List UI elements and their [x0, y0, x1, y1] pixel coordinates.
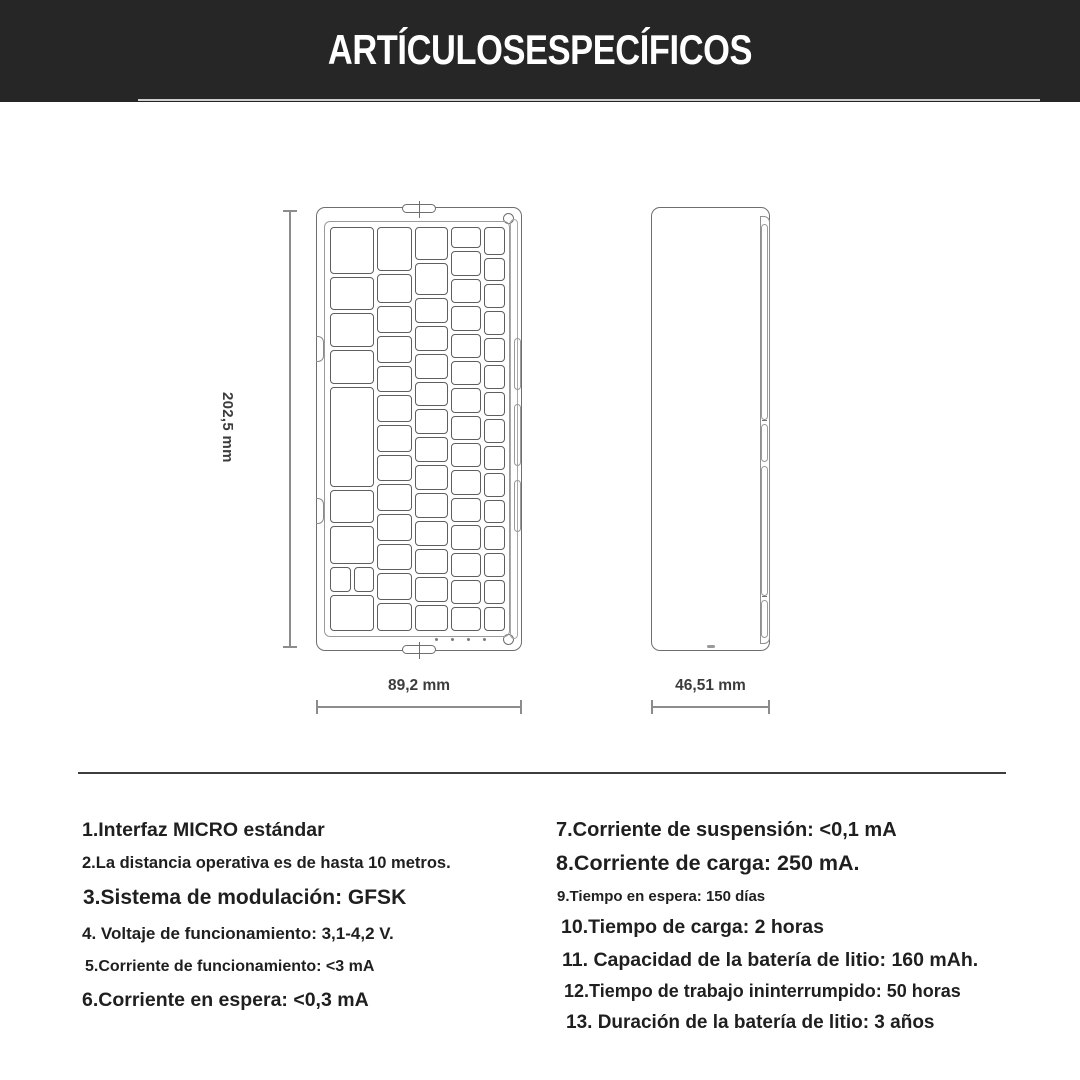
- spec-item: 8.Corriente de carga: 250 mA.: [556, 851, 860, 875]
- key: [377, 544, 412, 571]
- keyboard-side-view-body: [651, 207, 770, 651]
- keyboard-front-view-body: [316, 207, 522, 651]
- key-row-split: [330, 567, 374, 592]
- key: [415, 437, 448, 462]
- led-indicator-3: [467, 638, 470, 641]
- side-tab-middle: [514, 404, 521, 466]
- key: [415, 354, 448, 379]
- key-column-5: [484, 227, 505, 631]
- key: [415, 382, 448, 407]
- dimension-cap-right: [520, 700, 522, 714]
- key: [415, 263, 448, 294]
- key: [451, 525, 480, 549]
- header-underline: [138, 99, 1040, 101]
- key: [451, 361, 480, 385]
- key: [484, 365, 505, 389]
- key: [415, 409, 448, 434]
- spec-item: 12.Tiempo de trabajo ininterrumpido: 50 horas: [564, 981, 961, 1002]
- key: [451, 334, 480, 358]
- key: [484, 338, 505, 362]
- spec-item: 3.Sistema de modulación: GFSK: [83, 885, 407, 909]
- key: [484, 446, 505, 470]
- side-tab-lower: [514, 480, 521, 532]
- specifications-column-left: [82, 800, 552, 1011]
- key: [451, 227, 480, 248]
- key: [451, 498, 480, 522]
- key-column-2: [377, 227, 412, 631]
- key: [451, 580, 480, 604]
- key: [330, 350, 374, 384]
- dimension-cap-bottom: [283, 646, 297, 648]
- left-notch-lower: [316, 498, 324, 524]
- key: [484, 473, 505, 497]
- led-indicator-1: [435, 638, 438, 641]
- key-spacebar: [330, 387, 374, 487]
- key: [484, 284, 505, 308]
- key: [377, 514, 412, 541]
- key: [330, 526, 374, 564]
- height-dimension-line: [283, 210, 297, 648]
- key: [451, 443, 480, 467]
- key: [484, 500, 505, 524]
- key: [451, 553, 480, 577]
- led-indicator-4: [483, 638, 486, 641]
- key: [484, 258, 505, 282]
- key: [415, 227, 448, 260]
- key: [451, 306, 480, 330]
- key: [415, 493, 448, 518]
- hinge-top-icon: [402, 204, 436, 213]
- side-segment-middle: [761, 466, 768, 596]
- width-dimension-line-side: [651, 700, 770, 714]
- key: [377, 455, 412, 482]
- spec-item: 1.Interfaz MICRO estándar: [82, 819, 325, 841]
- left-notch-upper: [316, 336, 324, 362]
- led-indicator-2: [451, 638, 454, 641]
- key: [377, 366, 412, 393]
- height-dimension-label: 202,5 mm: [219, 392, 236, 463]
- key: [415, 298, 448, 323]
- specifications-column-right: [556, 800, 1056, 1033]
- side-view-foot-marker: [707, 645, 715, 648]
- key: [451, 388, 480, 412]
- specifications-section: [0, 800, 1080, 1060]
- spec-item: 6.Corriente en espera: <0,3 mA: [82, 989, 369, 1012]
- product-dimension-diagram: [0, 102, 1080, 762]
- keyboard-key-grid: [330, 227, 505, 631]
- key: [484, 419, 505, 443]
- key-column-1: [330, 227, 374, 631]
- key: [330, 490, 374, 524]
- key: [415, 326, 448, 351]
- key: [377, 336, 412, 363]
- key: [484, 580, 505, 604]
- page-title: ARTÍCULOSESPECÍFICOS: [327, 26, 753, 73]
- key: [484, 311, 505, 335]
- key: [330, 595, 374, 631]
- spec-item: 2.La distancia operativa es de hasta 10 metros.: [82, 854, 451, 873]
- key: [415, 465, 448, 490]
- spec-item: 13. Duración de la batería de litio: 3 años: [566, 1012, 935, 1034]
- key: [330, 277, 374, 311]
- key: [484, 526, 505, 550]
- key: [354, 567, 375, 592]
- key: [377, 573, 412, 600]
- key: [451, 607, 480, 631]
- hinge-bottom-icon: [402, 645, 436, 654]
- key: [484, 227, 505, 255]
- key: [377, 395, 412, 422]
- section-divider: [78, 772, 1006, 774]
- key: [415, 521, 448, 546]
- key: [484, 607, 505, 631]
- dimension-line-vertical: [289, 210, 291, 648]
- width-dimension-label-side: 46,51 mm: [675, 677, 746, 694]
- side-tab-upper: [514, 338, 521, 390]
- key: [377, 227, 412, 271]
- key: [377, 484, 412, 511]
- key: [377, 603, 412, 631]
- key-column-4: [451, 227, 480, 631]
- spec-item: 5.Corriente de funcionamiento: <3 mA: [85, 957, 375, 975]
- key: [415, 549, 448, 574]
- key: [330, 227, 374, 274]
- key: [484, 553, 505, 577]
- key: [451, 470, 480, 494]
- side-hinge-mark-upper: [762, 420, 767, 421]
- key: [451, 416, 480, 440]
- dimension-line-horizontal: [651, 706, 770, 708]
- spec-item: 9.Tiempo en espera: 150 días: [557, 887, 766, 905]
- key: [330, 313, 374, 347]
- key-column-3: [415, 227, 448, 631]
- side-segment-joint-upper: [761, 424, 768, 462]
- key: [451, 279, 480, 303]
- spec-item: 11. Capacidad de la batería de litio: 160 mAh.: [562, 948, 979, 971]
- side-hinge-mark-lower: [762, 596, 767, 597]
- width-dimension-line-front: [316, 700, 522, 714]
- key: [415, 605, 448, 631]
- dimension-cap-right: [768, 700, 770, 714]
- spec-item: 7.Corriente de suspensión: <0,1 mA: [556, 819, 897, 841]
- width-dimension-label-front: 89,2 mm: [387, 677, 451, 694]
- spec-item: 10.Tiempo de carga: 2 horas: [561, 916, 824, 939]
- side-segment-joint-lower: [761, 600, 768, 638]
- dimension-line-horizontal: [316, 706, 522, 708]
- key: [330, 567, 351, 592]
- page-header: [0, 0, 1080, 102]
- key: [377, 306, 412, 333]
- spec-item: 4. Voltaje de funcionamiento: 3,1-4,2 V.: [82, 923, 394, 943]
- key: [377, 274, 412, 303]
- key: [451, 251, 480, 275]
- side-segment-upper: [761, 224, 768, 420]
- key: [377, 425, 412, 452]
- key: [484, 392, 505, 416]
- key: [415, 577, 448, 602]
